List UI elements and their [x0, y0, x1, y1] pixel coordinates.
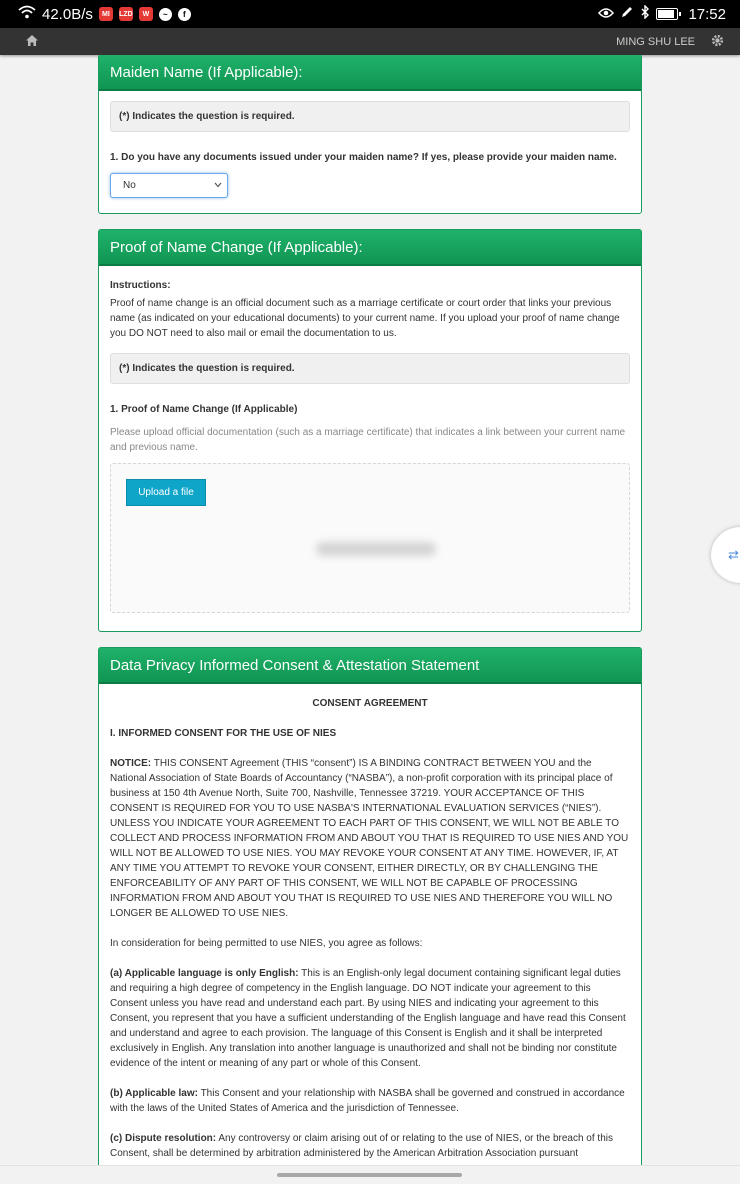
navbar-right: [616, 34, 724, 50]
file-drop-zone[interactable]: [110, 463, 630, 613]
clause-text: This Consent and your relationship with NASBA shall be governed and construed in accordance with the laws of the United States of America and the jurisdiction of Tennessee.: [110, 1088, 625, 1114]
panel-body: [99, 91, 641, 208]
notice-text: THIS CONSENT Agreement (THIS “consent”) IS A BINDING CONTRACT BETWEEN YOU and the National Association of State Boards of Accountancy (“NASBA”), a non-profit corporation with its principal place of business at 150 4th Avenue North, Suite 700, Nashville, Tennessee 37219. YOUR ACCEPTANCE OF THIS CONSENT IS REQUIRED FOR YOU TO USE NASBA'S INTERNATIONAL EVALUATION SERVICES (“NIES”). UNLESS YOU INDICATE YOUR AGREEMENT TO EACH PART OF THIS CONSENT, WE WILL NOT BE ABLE TO COLLECT AND PROCESS INFORMATION FROM AND ABOUT YOU THAT IS REQUIRED TO USE NIES AND YOU WILL NOT BE ALLOWED TO USE NIES. YOU MAY REVOKE YOUR CONSENT AT ANY TIME. HOWEVER, IF, AT ANY TIME YOU ATTEMPT TO REVOKE YOUR CONSENT, EITHER DIRECTLY, OR BY CHALLENGING THE ENFORCEABILITY OF ANY PART OF THIS CONSENT, WE WILL NOT BE CAPABLE OF PROCESSING INFORMATION FROM AND ABOUT YOU THAT IS REQUIRED TO USE NIES AND THEREFORE YOU WILL NO LONGER BE ALLOWED TO USE NIES.: [110, 758, 629, 919]
user-name-link[interactable]: MING SHU LEE: [616, 35, 695, 48]
notice-paragraph: [110, 756, 630, 921]
section-title: I. INFORMED CONSENT FOR THE USE OF NIES: [110, 728, 337, 739]
clock: 17:52: [688, 5, 726, 23]
status-left: [18, 5, 191, 23]
question-help: Please upload official documentation (such as a marriage certificate) that indicates a link between your current name and previous name.: [110, 427, 626, 453]
status-right: [598, 5, 726, 23]
proof-name-change-panel: [98, 229, 642, 632]
panel-title: Proof of Name Change (If Applicable):: [99, 230, 641, 266]
pen-icon: [620, 5, 634, 23]
facebook-icon: f: [178, 8, 191, 21]
clause-label: (b) Applicable law:: [110, 1088, 198, 1099]
notification-app-icon: W: [139, 7, 153, 21]
instructions-label: Instructions:: [110, 280, 171, 291]
eye-icon: [598, 6, 614, 23]
bluetooth-icon: [640, 5, 650, 23]
clause-c: [110, 1131, 630, 1161]
upload-file-button[interactable]: Upload a file: [126, 479, 206, 506]
panel-title: Maiden Name (If Applicable):: [99, 55, 641, 91]
required-note: (*) Indicates the question is required.: [110, 353, 630, 384]
clause-label: (c) Dispute resolution:: [110, 1133, 217, 1144]
blurred-filename: [316, 542, 436, 556]
question-label: 1. Do you have any documents issued under your maiden name? If yes, please provide your maiden name.: [110, 152, 617, 163]
clause-text: This is an English-only legal document containing significant legal duties and requiring a high degree of competency in the English language. DO NOT indicate your agreement to this Consent unless you have read and understand each part. By using NIES and indicating your agreement to this Consent, you represent that you have a sufficient understanding of the English language and have read this Consent and understand and agree to each provision. The language of this Consent is English and it shall be interpreted exclusively in English. Any translation into another language is unauthorized and shall not be binding nor constitute evidence of the intent or meaning of any part or whole of this Consent.: [110, 968, 626, 1069]
question-label: 1. Proof of Name Change (If Applicable): [110, 404, 298, 415]
maiden-name-panel: [98, 55, 642, 214]
app-navbar: [0, 28, 740, 55]
required-note: (*) Indicates the question is required.: [110, 101, 630, 132]
clause-text: Any controversy or claim arising out of or relating to the use of NIES, or the breach of this Consent, shall be determined by arbitration administered by the American Arbitration Association pursuant: [110, 1133, 613, 1159]
messenger-icon: ~: [159, 8, 172, 21]
panel-body: [99, 266, 641, 623]
home-icon[interactable]: [26, 35, 38, 49]
consent-agreement-title: CONSENT AGREEMENT: [312, 698, 428, 709]
instructions-text: Proof of name change is an official document such as a marriage certificate or court order that links your previous name (as indicated on your educational documents) to your current name. If you upload your proof of name change you DO NOT need to also mail or email the documentation to us.: [110, 298, 620, 339]
intro-paragraph: In consideration for being permitted to use NIES, you agree as follows:: [110, 938, 423, 949]
panel-title: Data Privacy Informed Consent & Attestation Statement: [99, 648, 641, 684]
page-content[interactable]: [0, 55, 740, 1165]
notice-label: NOTICE:: [110, 758, 152, 769]
consent-panel: [98, 647, 642, 1165]
translate-icon: ⇄: [728, 547, 739, 562]
home-indicator[interactable]: [277, 1173, 462, 1177]
gesture-bar: [0, 1165, 740, 1184]
status-bar: [0, 0, 740, 28]
battery-icon: [656, 8, 678, 20]
chevron-down-icon: [214, 178, 222, 193]
clause-label: (a) Applicable language is only English:: [110, 968, 299, 979]
gear-icon[interactable]: [711, 34, 724, 50]
wifi-icon: [18, 5, 36, 23]
clause-b: [110, 1086, 630, 1116]
network-speed: 42.0B/s: [42, 5, 93, 23]
clause-a: [110, 966, 630, 1071]
selected-value: No: [123, 180, 136, 191]
notification-app-icon: LZD: [119, 7, 133, 21]
panel-body: [99, 684, 641, 1165]
notification-app-icon: MI: [99, 7, 113, 21]
maiden-name-select[interactable]: [110, 173, 228, 198]
